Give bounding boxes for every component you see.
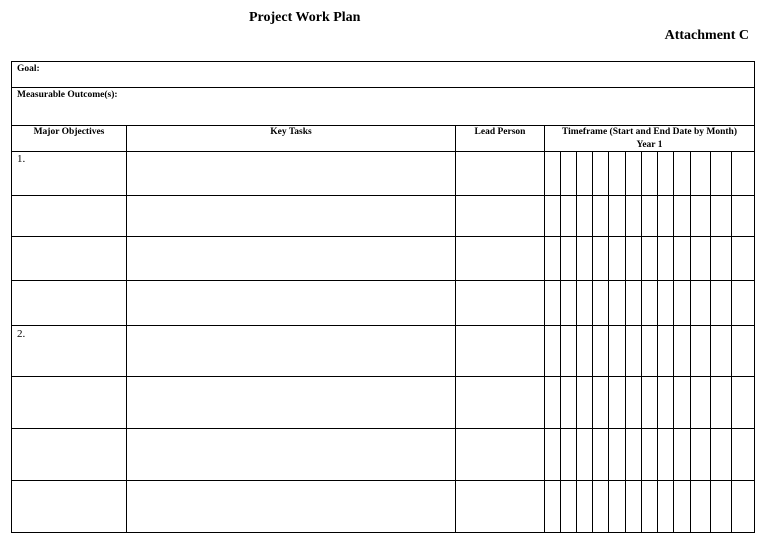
objective-number-2: 2. [17, 328, 26, 340]
header-lead-person: Lead Person [474, 127, 526, 137]
table-row[interactable] [12, 237, 754, 280]
attachment-label: Attachment C [664, 28, 749, 43]
header-timeframe: Timeframe (Start and End Date by Month) [561, 127, 738, 137]
goal-field[interactable] [11, 61, 755, 88]
table-row[interactable] [12, 429, 754, 480]
table-row[interactable] [12, 152, 754, 195]
table-row[interactable] [12, 481, 754, 532]
page-title: Project Work Plan [249, 10, 361, 25]
header-key-tasks: Key Tasks [270, 127, 312, 137]
goal-label: Goal: [17, 64, 40, 74]
table-row[interactable] [12, 326, 754, 376]
table-row[interactable] [12, 377, 754, 428]
measurable-outcome-label: Measurable Outcome(s): [17, 90, 118, 100]
measurable-outcome-field[interactable] [11, 87, 755, 126]
header-year-1: Year 1 [636, 140, 663, 150]
header-major-objectives: Major Objectives [33, 127, 105, 137]
objective-number-1: 1. [17, 153, 26, 165]
table-row[interactable] [12, 196, 754, 236]
table-row[interactable] [12, 281, 754, 325]
